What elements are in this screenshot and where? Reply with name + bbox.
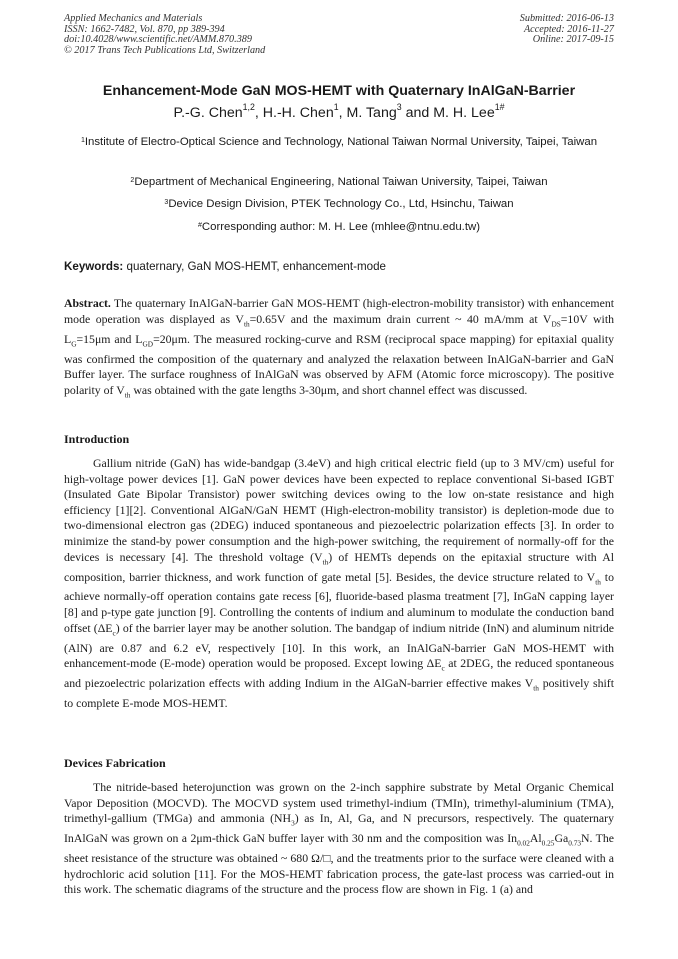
- corresponding-author: #Corresponding author: M. H. Lee (mhlee@ntnu.edu.tw): [197, 221, 481, 233]
- paper-title: Enhancement-Mode GaN MOS-HEMT with Quaternary InAlGaN-Barrier: [102, 83, 576, 99]
- issn-line: ISSN: 1662-7482, Vol. 870, pp 389-394: [64, 23, 225, 35]
- submission-dates: [520, 14, 614, 46]
- affiliation-3: $^3$Device Design Division, PTEK Technology Co., Ltd, Hsinchu, Taiwan: [164, 198, 514, 210]
- online-date: Online: 2017-09-15: [532, 34, 614, 46]
- abstract: [64, 296, 614, 403]
- journal-name: Applied Mechanics and Materials: [64, 13, 203, 24]
- affiliation-1: $^1$Institute of Electro-Optical Science and Technology, National Taiwan Normal University, Taipei, Taiwan: [80, 136, 598, 148]
- keywords-text: quaternary, GaN MOS-HEMT, enhancement-mode: [123, 260, 386, 273]
- author: H.-H. Chen$^1$,: [262, 101, 347, 121]
- keywords-label: Keywords:: [64, 260, 124, 273]
- author: P.-G. Chen$^{1,2}$,: [173, 101, 263, 121]
- keywords: [64, 260, 386, 273]
- abstract-label: Abstract.: [64, 296, 111, 310]
- abstract-paragraph: Abstract. The quaternary InAlGaN-barrier GaN MOS-HEMT (high-electron-mobility transistor) with enhancement mode operation was displayed as $V_{th}=0.65V$ and the maximum drain current ~ 40 mA/mm at $V_{DS}=10V$ with $L_G=15\mu m$ and $L_{GD}=20\mu m$. The measured rocking-curve and RSM (reciprocal space mapping) for epitaxial quality was confirmed the composition of the quaternary and analyzed the relaxation between InAlGaN-barrier and GaN Buffer layer. The surface roughness of InAlGaN was observed by AFM (Atomic force microscopy). The positive polarity of $V_{th}$ was obtained with the gate lengths 3-30μm, and short channel effect was discussed.: [64, 296, 614, 400]
- affiliation-2: $^2$Department of Mechanical Engineering, National Taiwan University, Taipei, Taiwan: [130, 176, 548, 188]
- journal-info: [64, 14, 265, 56]
- introduction-paragraph: Gallium nitride (GaN) has wide-bandgap (3.4eV) and high critical electric field (up to 3 MV/cm) useful for high-voltage power devices [1]. GaN power devices have been expected to replace conventional Si-based IGBT (Insulated Gate Bipolar Transistor) power switching devices owing to the low on-state resistance and high efficiency [1][2]. Conventional AlGaN/GaN HEMT (High-electron-mobility transistor) is depletion-mode due to two-dimensional electron gas (2DEG) induced spontaneous and piezoelectric polarization effects [3]. In order to minimize the stand-by power consumption and the high-power switching, the requirement of normally-off for the devices is necessary [4]. The threshold voltage $(V_{th})$ of HEMTs depends on the epitaxial structure with Al composition, barrier thickness, and work function of gate metal [5]. Besides, the device structure related to $V_{th}$ to achieve normally-off operation contains gate recess [6], fluoride-based plasma treatment [7], InGaN capping layer [8] and p-type gate junction [9]. Controlling the contents of indium and aluminum to modulate the conduction band offset $(\Delta E_c)$ of the barrier layer may be another solution. The bandgap of indium nitride (InN) and aluminum nitride (AlN) are 0.87 and 6.2 eV, respectively [10]. In this work, an InAlGaN-barrier GaN MOS-HEMT with enhancement-mode (E-mode) operation would be proposed. Except lowing $\Delta E_c$ at 2DEG, the reduced spontaneous and piezoelectric polarization effects with adding Indium in the AlGaN-barrier effective makes $V_{th}$ positively shift to complete E-mode MOS-HEMT.: [64, 456, 615, 711]
- doi-line: doi:10.4028/www.scientific.net/AMM.870.389: [64, 34, 252, 46]
- submitted-date: Submitted: 2016-06-13: [519, 13, 614, 24]
- author-list: [0, 101, 678, 121]
- author: M. Tang$^3$ and: [346, 101, 434, 121]
- author: M. H. Lee$^{1\#}$: [433, 101, 505, 121]
- fabrication-heading: Devices Fabrication: [64, 756, 166, 770]
- introduction-heading: Introduction: [64, 432, 130, 446]
- accepted-date: Accepted: 2016-11-27: [523, 23, 614, 35]
- fabrication-paragraph: The nitride-based heterojunction was grown on the 2-inch sapphire substrate by Metal Organic Chemical Vapor Deposition (MOCVD). The MOCVD system used trimethyl-indium (TMIn), trimethyl-aluminium (TMA), trimethyl-gallium (TMGa) and ammonia $(NH_3)$ as In, Al, Ga, and N precursors, respectively. The quaternary InAlGaN was grown on a 2μm-thick GaN buffer layer with 30 nm and the composition was $In_{0.02}Al_{0.25}Ga_{0.73}N$. The sheet resistance of the structure was obtained ~ 680 Ω/□, and the treatments prior to the surface were cleaned with a hydrochloric acid solution [11]. For the MOS-HEMT fabrication process, the gate-last process was carried-out in this work. The schematic diagrams of the structure and the process flow are shown in Fig. 1 (a) and: [64, 780, 615, 897]
- fabrication-section: [64, 780, 614, 898]
- copyright-line: © 2017 Trans Tech Publications Ltd, Switzerland: [64, 44, 266, 56]
- introduction-section: [64, 456, 614, 712]
